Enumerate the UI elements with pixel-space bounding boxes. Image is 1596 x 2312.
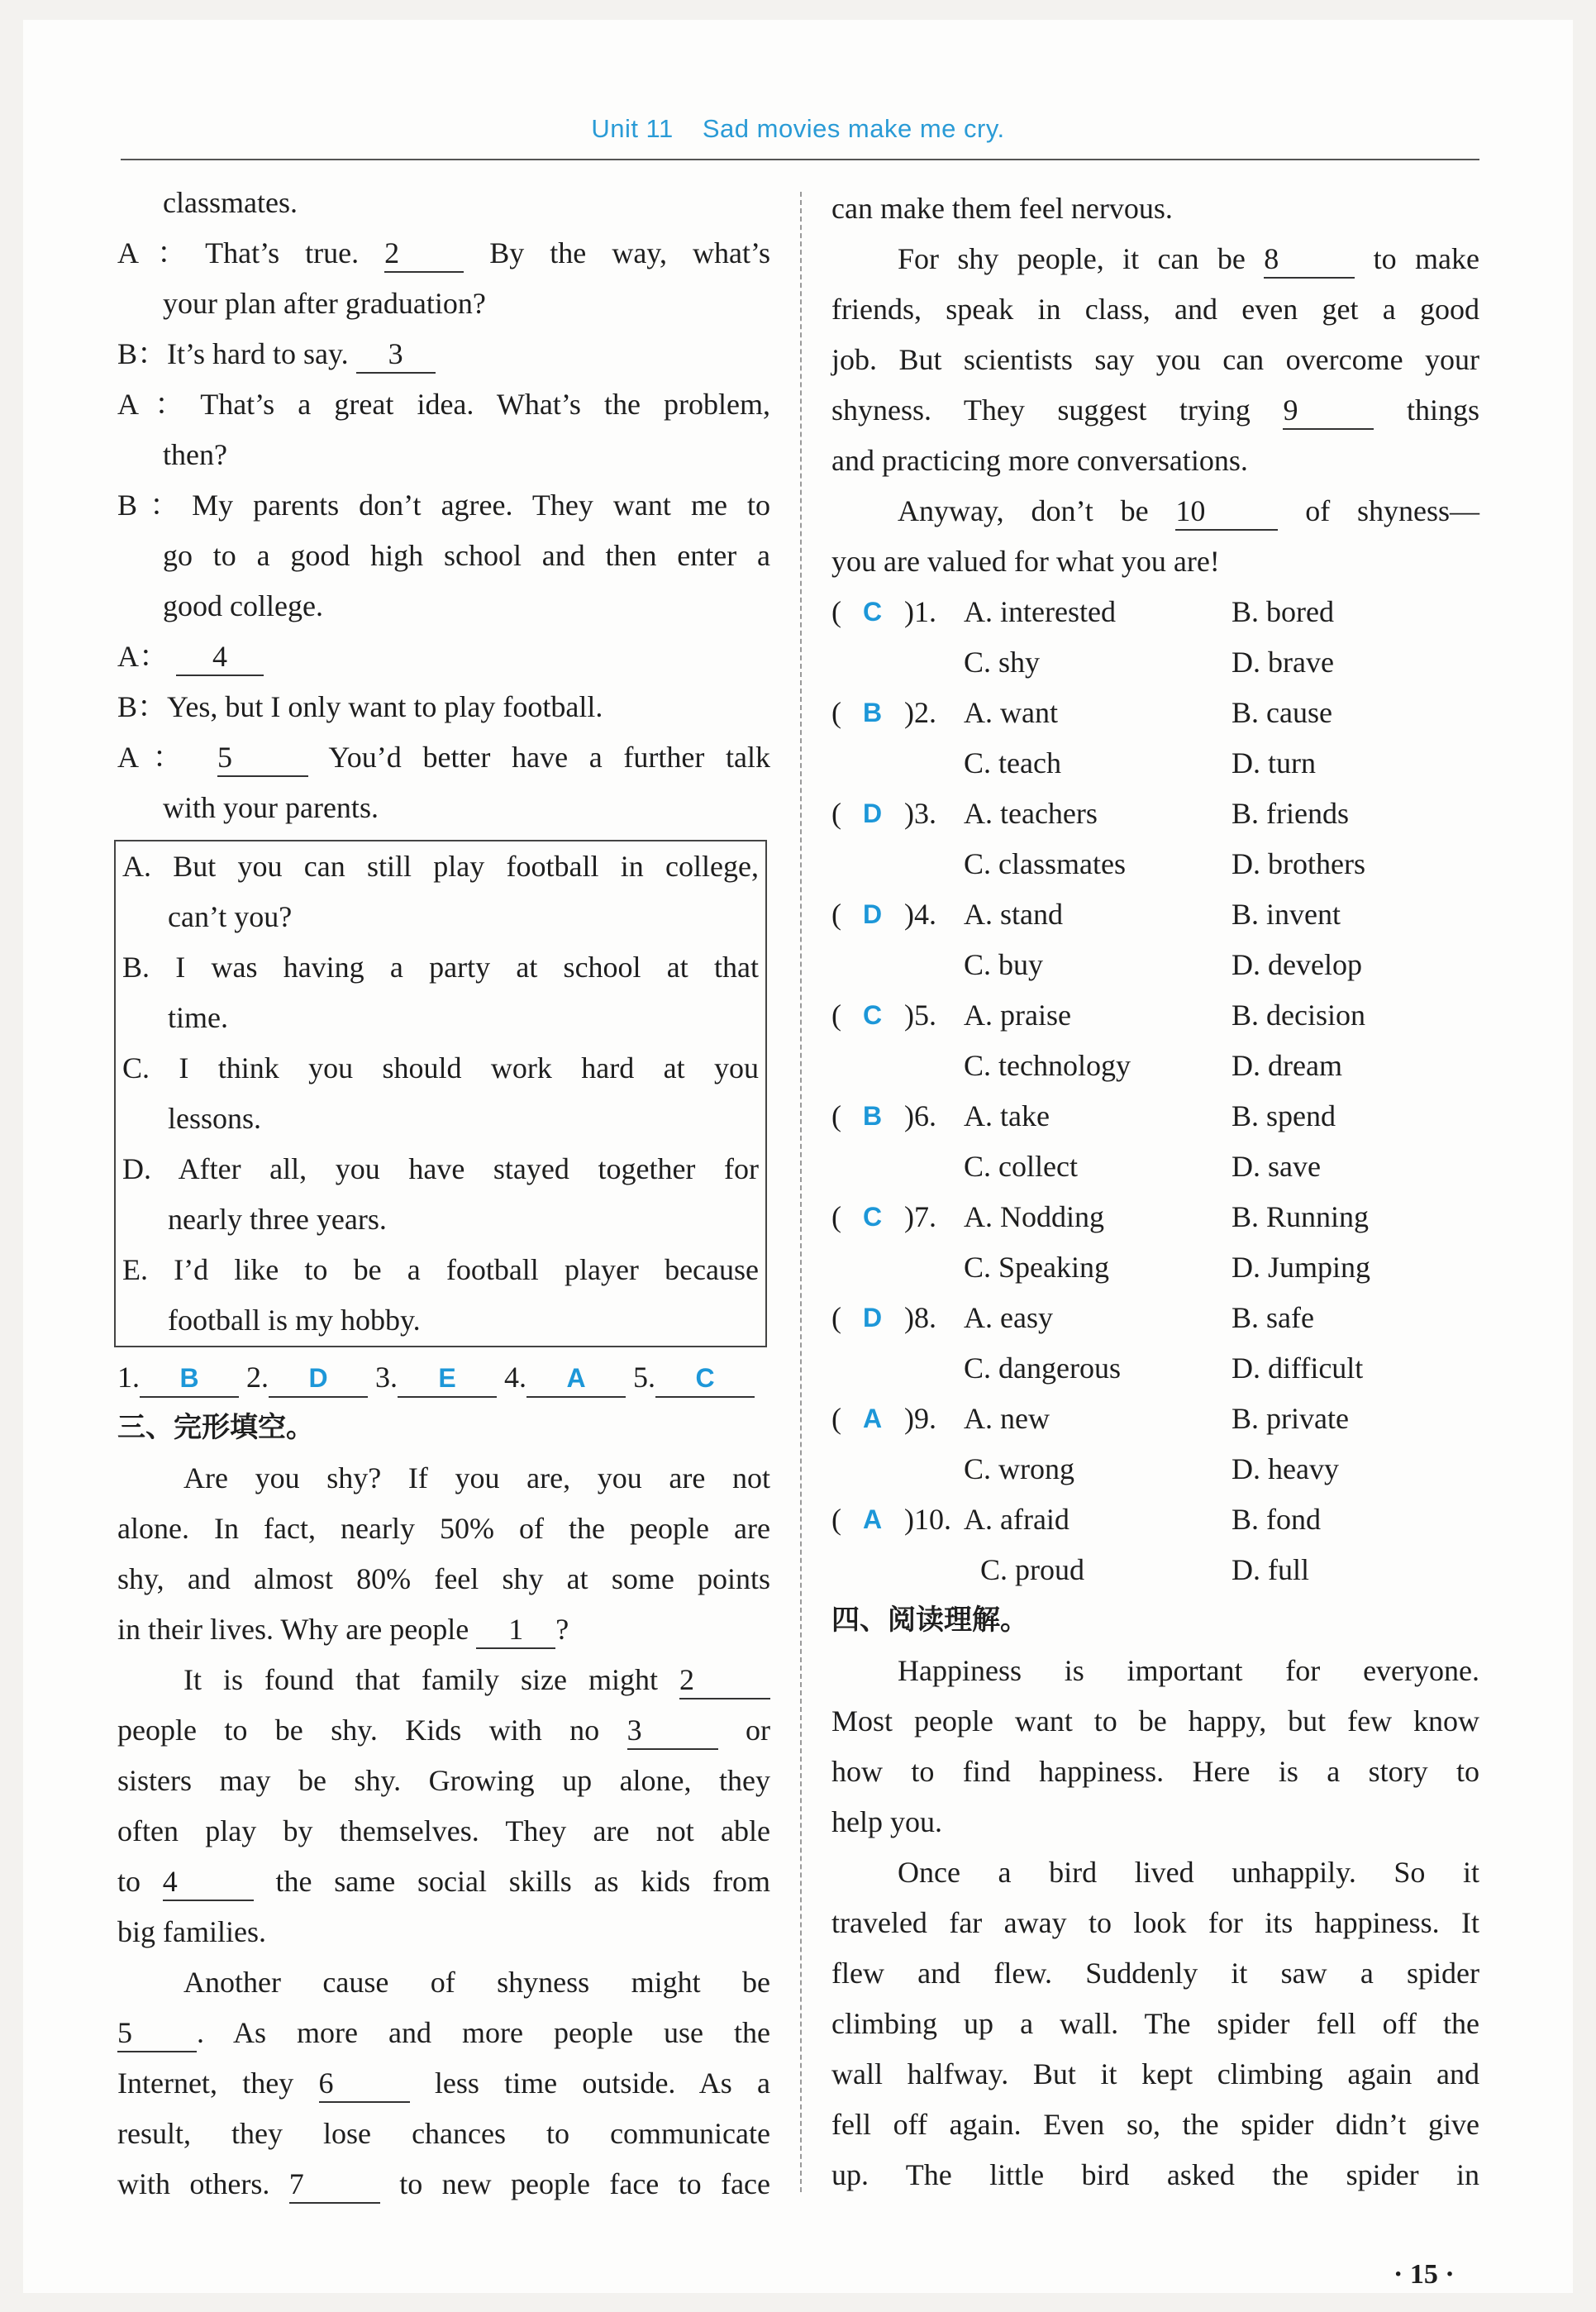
option-b[interactable]: B. decision: [1232, 999, 1365, 1032]
option-b[interactable]: B. Running: [1232, 1200, 1370, 1233]
cloze-line: friends, speak in class, and even get a good: [831, 293, 1479, 326]
cloze-line: Another cause of shyness might be: [183, 1966, 770, 1999]
choice-answer[interactable]: C: [863, 1202, 883, 1232]
unit-title: Sad movies make me cry.: [702, 114, 1005, 143]
option-line: football is my hobby.: [168, 1304, 421, 1337]
question-row-2: [831, 839, 1479, 889]
option-a[interactable]: A. afraid: [964, 1503, 1070, 1536]
cloze-line: big families.: [117, 1915, 266, 1948]
question-number: )7.: [904, 1200, 936, 1233]
option-b[interactable]: B. friends: [1232, 797, 1349, 830]
option-b[interactable]: B. fond: [1232, 1503, 1321, 1536]
choice-answer[interactable]: C: [863, 597, 883, 627]
dialogue-line: go to a good high school and then enter a: [163, 539, 770, 572]
option-c[interactable]: C. teach: [964, 746, 1061, 779]
question-row: [831, 889, 1479, 940]
cloze-blank[interactable]: 7: [289, 2166, 380, 2204]
option-d[interactable]: D. difficult: [1232, 1351, 1364, 1385]
question-row: [831, 1293, 1479, 1343]
reading-line: Happiness is important for everyone.: [898, 1654, 1479, 1687]
dialogue-line: your plan after graduation?: [163, 287, 486, 320]
option-a[interactable]: A. want: [964, 696, 1058, 729]
open-paren: (: [831, 898, 841, 931]
cloze-blank[interactable]: 9: [1283, 392, 1374, 430]
answer-blank[interactable]: C: [655, 1360, 755, 1398]
question-row: [831, 789, 1479, 839]
dialogue-line: B：Yes, but I only want to play football.: [117, 690, 603, 723]
dialogue-line: A：That’s true. 2 By the way, what’s: [117, 228, 770, 279]
open-paren: (: [831, 696, 841, 729]
reading-line: how to find happiness. Here is a story to: [831, 1755, 1479, 1788]
dialogue-line: good college.: [163, 589, 323, 622]
option-line: A. But you can still play football in college,: [122, 850, 759, 883]
question-number: )3.: [904, 797, 936, 830]
question-list: [831, 587, 1479, 1595]
option-line: C. I think you should work hard at you: [122, 1051, 759, 1084]
page-number: · 15 ·: [1394, 2259, 1455, 2290]
choice-answer[interactable]: A: [863, 1404, 883, 1433]
cloze-line: result, they lose chances to communicate: [117, 2117, 770, 2150]
option-line: can’t you?: [168, 900, 293, 933]
open-paren: (: [831, 595, 841, 628]
answer-blank[interactable]: 4: [176, 638, 264, 676]
open-paren: (: [831, 1402, 841, 1435]
cloze-line: often play by themselves. They are not able: [117, 1814, 770, 1847]
cloze-line: For shy people, it can be 8 to make: [831, 234, 1479, 284]
reading-line: flew and flew. Suddenly it saw a spider: [831, 1957, 1479, 1990]
option-a[interactable]: A. Nodding: [964, 1200, 1104, 1233]
running-header: [0, 114, 1596, 144]
option-d[interactable]: D. brave: [1232, 646, 1334, 679]
dialogue-line: A： 5 You’d better have a further talk: [117, 732, 770, 783]
option-d[interactable]: D. Jumping: [1232, 1251, 1371, 1284]
answer-blank[interactable]: E: [398, 1360, 497, 1398]
reading-line: help you.: [831, 1805, 942, 1838]
cloze-line: It is found that family size might 2: [117, 1655, 770, 1705]
option-b[interactable]: B. spend: [1232, 1099, 1336, 1132]
choice-answer[interactable]: A: [863, 1504, 883, 1534]
option-a[interactable]: A. interested: [964, 595, 1116, 628]
option-c[interactable]: C. classmates: [964, 847, 1126, 880]
answer-blank[interactable]: 3: [356, 336, 436, 374]
dialogue-line: with your parents.: [163, 791, 379, 824]
answer-blank[interactable]: 2: [384, 235, 464, 273]
reading-line: wall halfway. But it kept climbing again and: [831, 2057, 1479, 2090]
question-number: )5.: [904, 999, 936, 1032]
option-b[interactable]: B. safe: [1232, 1301, 1314, 1334]
choice-answer[interactable]: D: [863, 798, 883, 828]
cloze-line: in their lives. Why are people 1 ?: [117, 1604, 770, 1655]
cloze-blank[interactable]: 3: [627, 1712, 718, 1750]
option-b[interactable]: B. private: [1232, 1402, 1349, 1435]
cloze-line: Anyway, don’t be 10 of shyness—: [831, 486, 1479, 536]
question-number: )8.: [904, 1301, 936, 1334]
option-line: nearly three years.: [168, 1203, 387, 1236]
cloze-line: Internet, they 6 less time outside. As a: [117, 2058, 770, 2109]
option-b[interactable]: B. invent: [1232, 898, 1341, 931]
option-line: time.: [168, 1001, 228, 1034]
cloze-line: Are you shy? If you are, you are not: [183, 1461, 770, 1494]
option-d[interactable]: D. heavy: [1232, 1452, 1339, 1485]
open-paren: (: [831, 1200, 841, 1233]
cloze-blank[interactable]: 8: [1264, 241, 1355, 279]
option-a[interactable]: A. teachers: [964, 797, 1098, 830]
reading-line: up. The little bird asked the spider in: [831, 2158, 1479, 2191]
question-row-2: [831, 940, 1479, 990]
question-row: [831, 688, 1479, 738]
question-number: )2.: [904, 696, 936, 729]
answer-blank[interactable]: 5: [217, 739, 308, 777]
cloze-line: shyness. They suggest trying 9 things: [831, 385, 1479, 436]
question-number: )1.: [904, 595, 936, 628]
unit-label: Unit 11: [591, 114, 674, 143]
choice-answer[interactable]: B: [863, 1101, 883, 1131]
option-c[interactable]: C. wrong: [964, 1452, 1074, 1485]
cloze-blank[interactable]: 1: [476, 1611, 555, 1649]
question-number: )6.: [904, 1099, 936, 1132]
option-c[interactable]: C. Speaking: [964, 1251, 1109, 1284]
dialogue-line: then?: [163, 438, 227, 471]
cloze-line: job. But scientists say you can overcome your: [831, 343, 1479, 376]
question-row: [831, 1192, 1479, 1242]
option-d[interactable]: D. dream: [1232, 1049, 1342, 1082]
header-rule: [121, 159, 1479, 160]
question-row: [831, 1091, 1479, 1142]
option-a[interactable]: A. take: [964, 1099, 1050, 1132]
question-row-2: [831, 1343, 1479, 1394]
option-line: D. After all, you have stayed together for: [122, 1152, 759, 1185]
option-line: lessons.: [168, 1102, 262, 1135]
question-row: [831, 587, 1479, 637]
left-column: [117, 178, 770, 2210]
options-box: [114, 840, 767, 1347]
option-a[interactable]: A. praise: [964, 999, 1071, 1032]
reading-line: climbing up a wall. The spider fell off the: [831, 2007, 1479, 2040]
reading-line: traveled far away to look for its happiness. It: [831, 1906, 1479, 1939]
dialogue-line: B：It’s hard to say. 3: [117, 329, 770, 379]
open-paren: (: [831, 1301, 841, 1334]
cloze-line: sisters may be shy. Growing up alone, they: [117, 1764, 770, 1797]
option-b[interactable]: B. cause: [1232, 696, 1332, 729]
reading-line: Most people want to be happy, but few know: [831, 1704, 1479, 1738]
cloze-line: can make them feel nervous.: [831, 192, 1173, 225]
question-row-2: [831, 1242, 1479, 1293]
option-c[interactable]: C. proud: [980, 1553, 1084, 1586]
answer-row: 1. B 2. D 3. E 4. A 5. C: [117, 1352, 770, 1403]
dialogue-line: A： 4: [117, 632, 770, 682]
right-column: [831, 184, 1479, 2200]
open-paren: (: [831, 1099, 841, 1132]
question-row-2: [831, 738, 1479, 789]
section-title: 四、阅读理解。: [831, 1604, 1028, 1637]
cloze-line: people to be shy. Kids with no 3 or: [117, 1705, 770, 1756]
cloze-line: to 4 the same social skills as kids from: [117, 1857, 770, 1907]
cloze-blank[interactable]: 5: [117, 2014, 197, 2052]
dialogue-line: classmates.: [163, 186, 298, 219]
answer-blank[interactable]: A: [526, 1360, 626, 1398]
answer-blank[interactable]: B: [140, 1360, 239, 1398]
question-row-2: [831, 1444, 1479, 1494]
cloze-line: and practicing more conversations.: [831, 444, 1248, 477]
cloze-line: 5 . As more and more people use the: [117, 2008, 770, 2058]
question-number: )10.: [904, 1503, 951, 1536]
option-c[interactable]: C. shy: [964, 646, 1041, 679]
open-paren: (: [831, 999, 841, 1032]
dialogue-line: A：That’s a great idea. What’s the problem,: [117, 388, 770, 421]
choice-answer[interactable]: D: [863, 899, 883, 929]
open-paren: (: [831, 1503, 841, 1536]
option-c[interactable]: C. technology: [964, 1049, 1131, 1082]
option-line: B. I was having a party at school at that: [122, 951, 759, 984]
choice-answer[interactable]: B: [863, 698, 883, 727]
option-a[interactable]: A. easy: [964, 1301, 1053, 1334]
cloze-line: with others. 7 to new people face to face: [117, 2159, 770, 2210]
option-d[interactable]: D. save: [1232, 1150, 1321, 1183]
column-divider: [800, 192, 802, 2192]
cloze-blank[interactable]: 4: [163, 1863, 254, 1901]
cloze-line: alone. In fact, nearly 50% of the people are: [117, 1512, 770, 1545]
dialogue-line: B：My parents don’t agree. They want me to: [117, 489, 770, 522]
cloze-blank[interactable]: 6: [319, 2065, 410, 2103]
option-c[interactable]: C. collect: [964, 1150, 1078, 1183]
option-d[interactable]: D. full: [1232, 1553, 1309, 1586]
option-line: E. I’d like to be a football player because: [122, 1253, 759, 1286]
question-number: )4.: [904, 898, 936, 931]
answer-blank[interactable]: D: [269, 1360, 368, 1398]
cloze-blank[interactable]: 10: [1175, 493, 1278, 531]
option-c[interactable]: C. buy: [964, 948, 1044, 981]
cloze-line: you are valued for what you are!: [831, 545, 1220, 578]
question-row: [831, 990, 1479, 1041]
open-paren: (: [831, 797, 841, 830]
cloze-blank[interactable]: 2: [679, 1661, 770, 1699]
reading-line: fell off again. Even so, the spider didn’t give: [831, 2108, 1479, 2141]
cloze-line: shy, and almost 80% feel shy at some points: [117, 1562, 770, 1595]
choice-answer[interactable]: C: [863, 1000, 883, 1030]
option-d[interactable]: D. develop: [1232, 948, 1362, 981]
question-number: )9.: [904, 1402, 936, 1435]
option-a[interactable]: A. stand: [964, 898, 1063, 931]
section-title: 三、完形填空。: [117, 1411, 314, 1444]
question-row: [831, 1494, 1479, 1545]
question-row-2: [831, 1041, 1479, 1091]
option-a[interactable]: A. new: [964, 1402, 1050, 1435]
option-d[interactable]: D. turn: [1232, 746, 1316, 779]
question-row-2: [831, 1142, 1479, 1192]
option-d[interactable]: D. brothers: [1232, 847, 1365, 880]
question-row-2: [831, 637, 1479, 688]
reading-line: Once a bird lived unhappily. So it: [898, 1856, 1479, 1889]
question-row: [831, 1394, 1479, 1444]
choice-answer[interactable]: D: [863, 1303, 883, 1332]
option-b[interactable]: B. bored: [1232, 595, 1334, 628]
reading-passage: [831, 1646, 1479, 2200]
question-row-2: [831, 1545, 1479, 1595]
option-c[interactable]: C. dangerous: [964, 1351, 1121, 1385]
